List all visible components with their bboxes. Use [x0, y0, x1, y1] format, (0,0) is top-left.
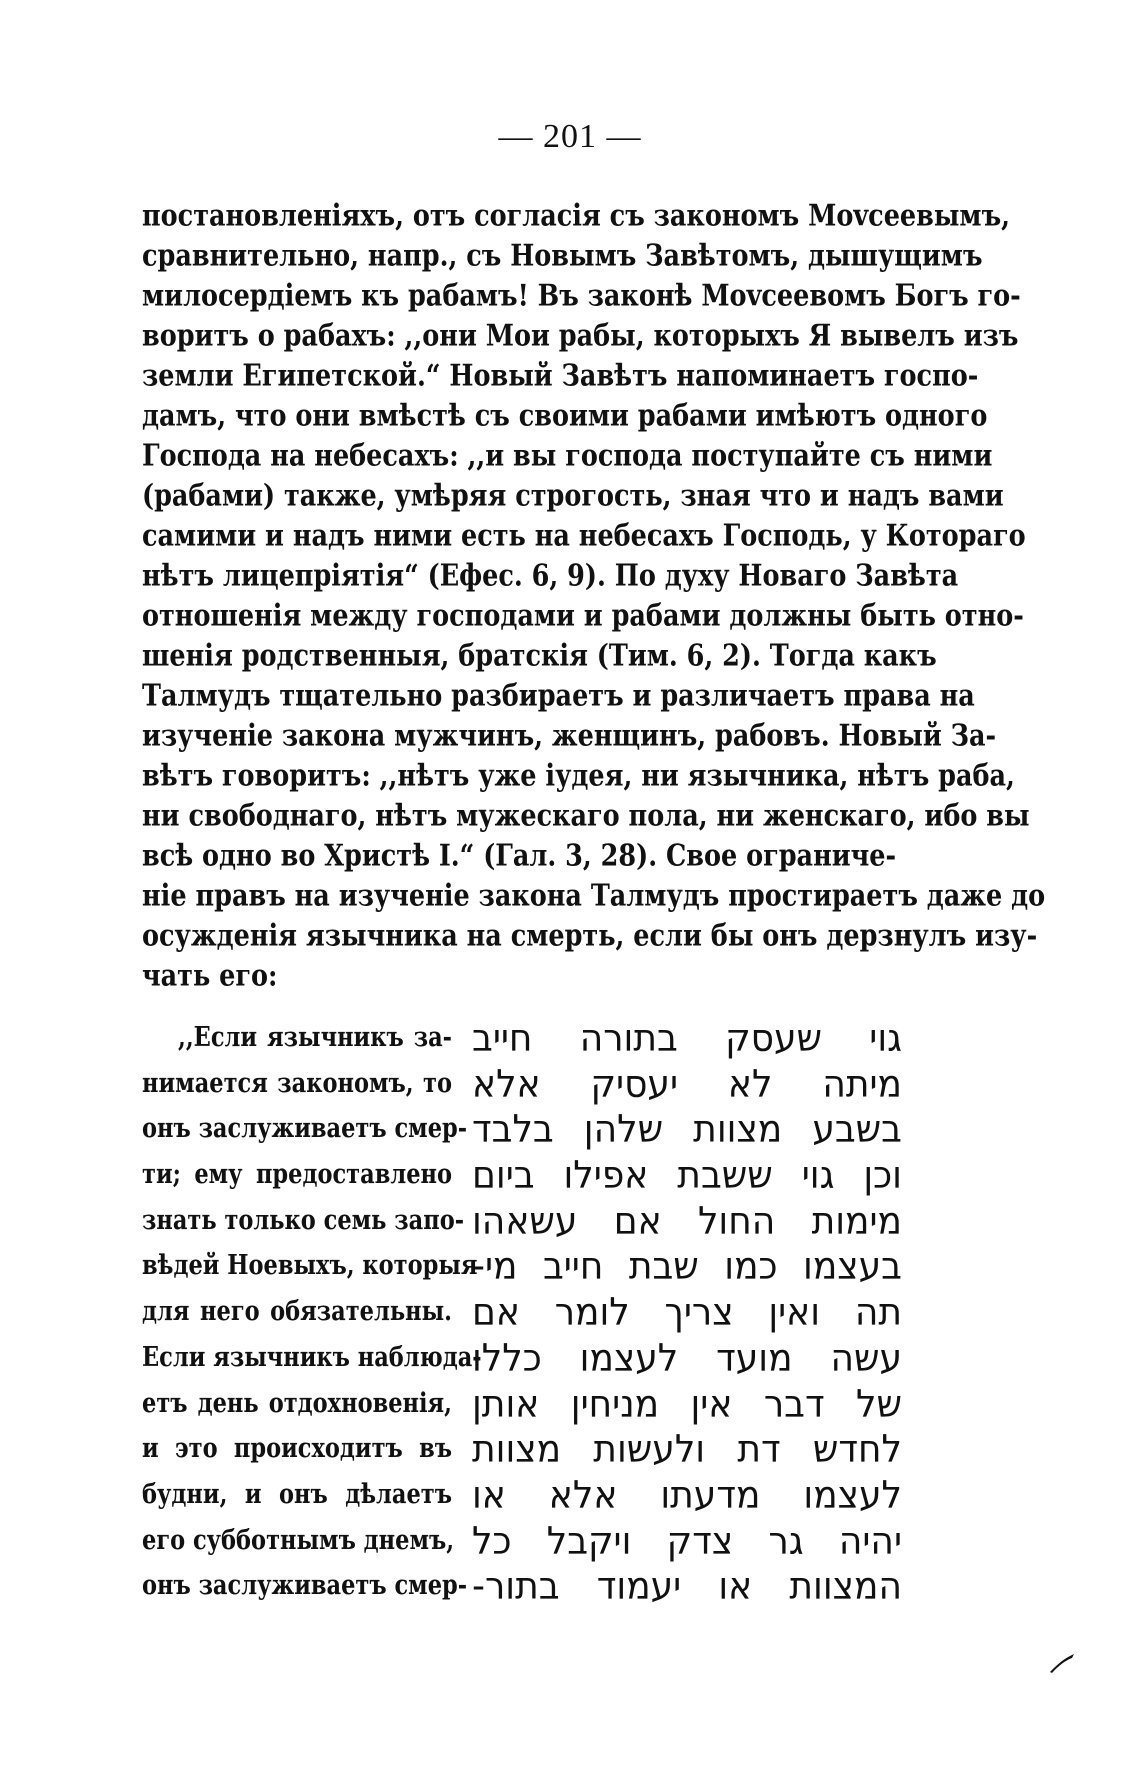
text-line: дамъ, что они вмѣстѣ съ своими рабами имѣютъ одного: [142, 398, 988, 434]
hebrew-line: המצוות או יעמוד בתור-: [472, 1565, 902, 1609]
text-line: милосердіемъ къ рабамъ! Въ законѣ Моvсеевомъ Богъ го-: [142, 278, 1021, 314]
text-line: Талмудъ тщательно разбираетъ и различаетъ права на: [142, 678, 975, 714]
text-line: нѣтъ лицепріятія“ (Ефес. 6, 9). По духу Новаго Завѣта: [142, 558, 959, 594]
quote-line: нимается закономъ, то: [142, 1067, 452, 1100]
hebrew-line: תה ואין צריך לומר אם: [472, 1291, 902, 1335]
text-line: воритъ о рабахъ: ,,они Мои рабы, которыхъ Я вывелъ изъ: [142, 318, 1019, 354]
hebrew-line: של דבר אין מניחין אותן: [472, 1382, 902, 1426]
text-line: земли Египетской.“ Новый Завѣтъ напоминаетъ госпо-: [142, 358, 979, 394]
quote-line: онъ заслуживаетъ смер-: [142, 1113, 468, 1145]
quote-line: его субботнымъ днемъ,: [142, 1524, 455, 1556]
text-line: изученіе закона мужчинъ, женщинъ, рабовъ. Новый За-: [142, 718, 997, 754]
hebrew-line: בעצמו כמו שבת חייב מי-: [472, 1245, 902, 1289]
text-line: отношенія между господами и рабами должны быть отно-: [142, 598, 1024, 634]
quote-line: ,,Если язычникъ за-: [178, 1022, 452, 1054]
hebrew-line: מיתה לא יעסיק אלא: [472, 1062, 902, 1106]
quote-line: ти; ему предоставлено: [142, 1159, 452, 1191]
hebrew-line: וכן גוי ששבת אפילו ביום: [472, 1154, 902, 1198]
quote-line: будни, и онъ дѣлаетъ: [142, 1479, 452, 1511]
hebrew-line: יהיה גר צדק ויקבל כל: [472, 1519, 902, 1563]
hebrew-line: לחדש דת ולעשות מצוות: [472, 1428, 902, 1472]
hebrew-line: לעצמו מדעתו אלא או: [472, 1473, 902, 1517]
text-line: вѣтъ говоритъ: ,,нѣтъ уже іудея, ни язычника, нѣтъ раба,: [142, 758, 1015, 794]
quote-line: знать только семь запо-: [142, 1204, 465, 1237]
text-line: постановленіяхъ, отъ согласія съ закономъ Моvсеевымъ,: [142, 198, 1011, 234]
text-line: всѣ одно во Христѣ І.“ (Гал. 3, 28). Свое ограниче-: [142, 838, 897, 874]
quote-line: Если язычникъ наблюда-: [142, 1342, 482, 1374]
hebrew-line: עשה מועד לעצמו כללו: [472, 1336, 902, 1380]
quote-line: вѣдей Ноевыхъ, которыя: [142, 1250, 478, 1282]
quote-hebrew-column: [472, 1016, 902, 1610]
text-line: шенія родственныя, братскія (Тим. 6, 2). Тогда какъ: [142, 638, 937, 674]
hebrew-line: בשבע מצוות שלהן בלבד: [472, 1108, 902, 1152]
text-line: самими и надъ ними есть на небесахъ Господь, у Котораго: [142, 518, 1026, 554]
text-line: (рабами) также, умѣряя строгость, зная что и надъ вами: [142, 478, 1004, 514]
text-line: ни свободнаго, нѣтъ мужескаго пола, ни женскаго, ибо вы: [142, 798, 1030, 834]
quote-line: етъ день отдохновенія,: [142, 1387, 452, 1419]
hebrew-line: מימות החול אם עשאהו: [472, 1199, 902, 1243]
page-number: — 201 —: [498, 118, 642, 155]
main-text: [142, 196, 1046, 996]
text-line: Господа на небесахъ: ,,и вы господа поступайте съ ними: [142, 438, 993, 474]
quote-line: онъ заслуживаетъ смер-: [142, 1570, 468, 1602]
quote-line: для него обязательны.: [142, 1296, 452, 1328]
ink-mark-icon: [1048, 1652, 1078, 1674]
text-line: ніе правъ на изученіе закона Талмудъ простираетъ даже до: [142, 878, 1046, 914]
hebrew-line: גוי שעסק בתורה חייב: [472, 1016, 902, 1061]
text-line: чать его:: [142, 958, 278, 994]
quote-russian-column: [142, 1016, 482, 1610]
text-line: осужденія язычника на смерть, если бы онъ дерзнулъ изу-: [142, 918, 1038, 954]
quote-line: и это происходитъ въ: [142, 1433, 452, 1465]
text-line: сравнительно, напр., съ Новымъ Завѣтомъ, дышущимъ: [142, 238, 983, 274]
